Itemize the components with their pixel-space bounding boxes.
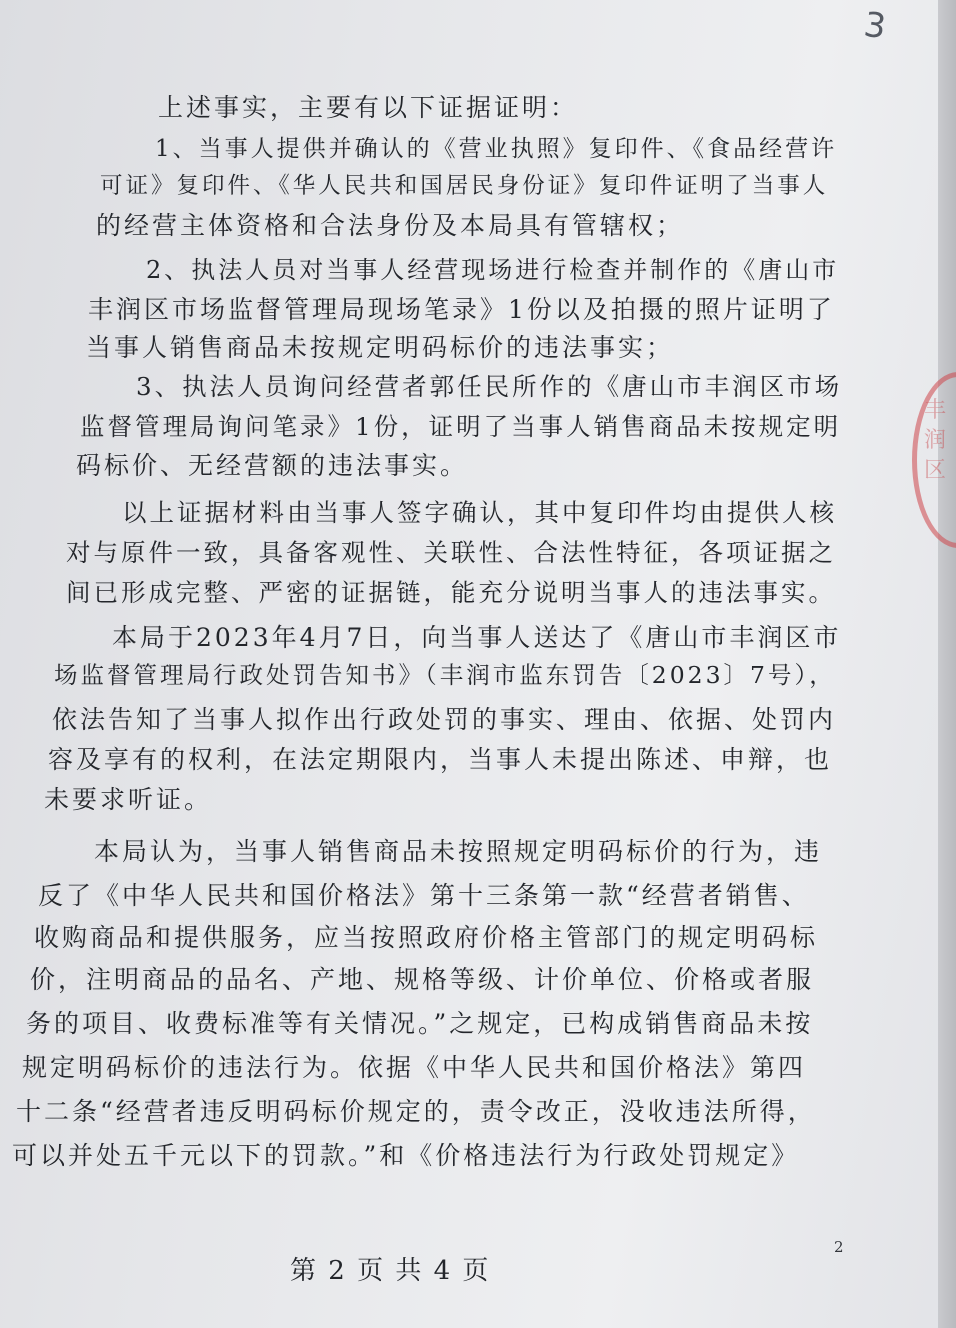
text-line: 容及享有的权利，在法定期限内，当事人未提出陈述、申辩，也 <box>48 745 833 774</box>
text-line: 可证》复印件、《华人民共和国居民身份证》复印件证明了当事人 <box>100 173 829 199</box>
text-line: 未要求听证。 <box>44 785 213 814</box>
page-footer: 第 2 页 共 4 页 <box>290 1256 491 1286</box>
text-line: 本局于2023年4月7日，向当事人送达了《唐山市丰润区市 <box>112 623 842 652</box>
text-line: 依法告知了当事人拟作出行政处罚的事实、理由、依据、处罚内 <box>52 705 837 734</box>
text-line: 丰润区市场监督管理局现场笔录》1份以及拍摄的照片证明了 <box>88 295 835 324</box>
text-line: 1、当事人提供并确认的《营业执照》复印件、《食品经营许 <box>155 136 838 162</box>
text-line: 规定明码标价的违法行为。依据《中华人民共和国价格法》第四 <box>22 1053 807 1082</box>
text-line: 可以并处五千元以下的罚款。”和《价格违法行为行政处罚规定》 <box>12 1141 800 1170</box>
text-line: 间已形成完整、严密的证据链，能充分说明当事人的违法事实。 <box>66 578 836 607</box>
text-line: 上述事实，主要有以下证据证明： <box>158 93 579 122</box>
text-line: 的经营主体资格和合法身份及本局具有管辖权； <box>96 211 685 240</box>
text-line: 码标价、无经营额的违法事实。 <box>76 451 469 480</box>
handwritten-annotation: 3 <box>861 4 889 48</box>
text-line: 监督管理局询问笔录》1份，证明了当事人销售商品未按规定明 <box>80 412 842 441</box>
page-number: 2 <box>834 1238 844 1256</box>
text-line: 十二条“经营者违反明码标价规定的，责令改正，没收违法所得， <box>16 1097 816 1126</box>
text-line: 收购商品和提供服务，应当按照政府价格主管部门的规定明码标 <box>34 923 819 952</box>
text-line: 对与原件一致，具备客观性、关联性、合法性特征，各项证据之 <box>66 538 836 567</box>
text-line: 2、执法人员对当事人经营现场进行检查并制作的《唐山市 <box>146 256 840 284</box>
text-line: 3、执法人员询问经营者郭任民所作的《唐山市丰润区市场 <box>136 372 843 401</box>
text-line: 务的项目、收费标准等有关情况。”之规定，已构成销售商品未按 <box>26 1009 814 1038</box>
text-line: 场监督管理局行政处罚告知书》（丰润市监东罚告〔2023〕7号）， <box>54 661 836 689</box>
text-line: 反了《中华人民共和国价格法》第十三条第一款“经营者销售、 <box>38 881 810 910</box>
official-seal-text: 丰润区 <box>924 398 947 483</box>
text-line: 价，注明商品的品名、产地、规格等级、计价单位、价格或者服 <box>30 965 815 994</box>
text-line: 当事人销售商品未按规定明码标价的违法事实； <box>86 333 675 362</box>
text-line: 本局认为，当事人销售商品未按照规定明码标价的行为，违 <box>94 837 823 866</box>
page-edge <box>938 0 956 1328</box>
text-line: 以上证据材料由当事人签字确认，其中复印件均由提供人核 <box>122 498 837 527</box>
